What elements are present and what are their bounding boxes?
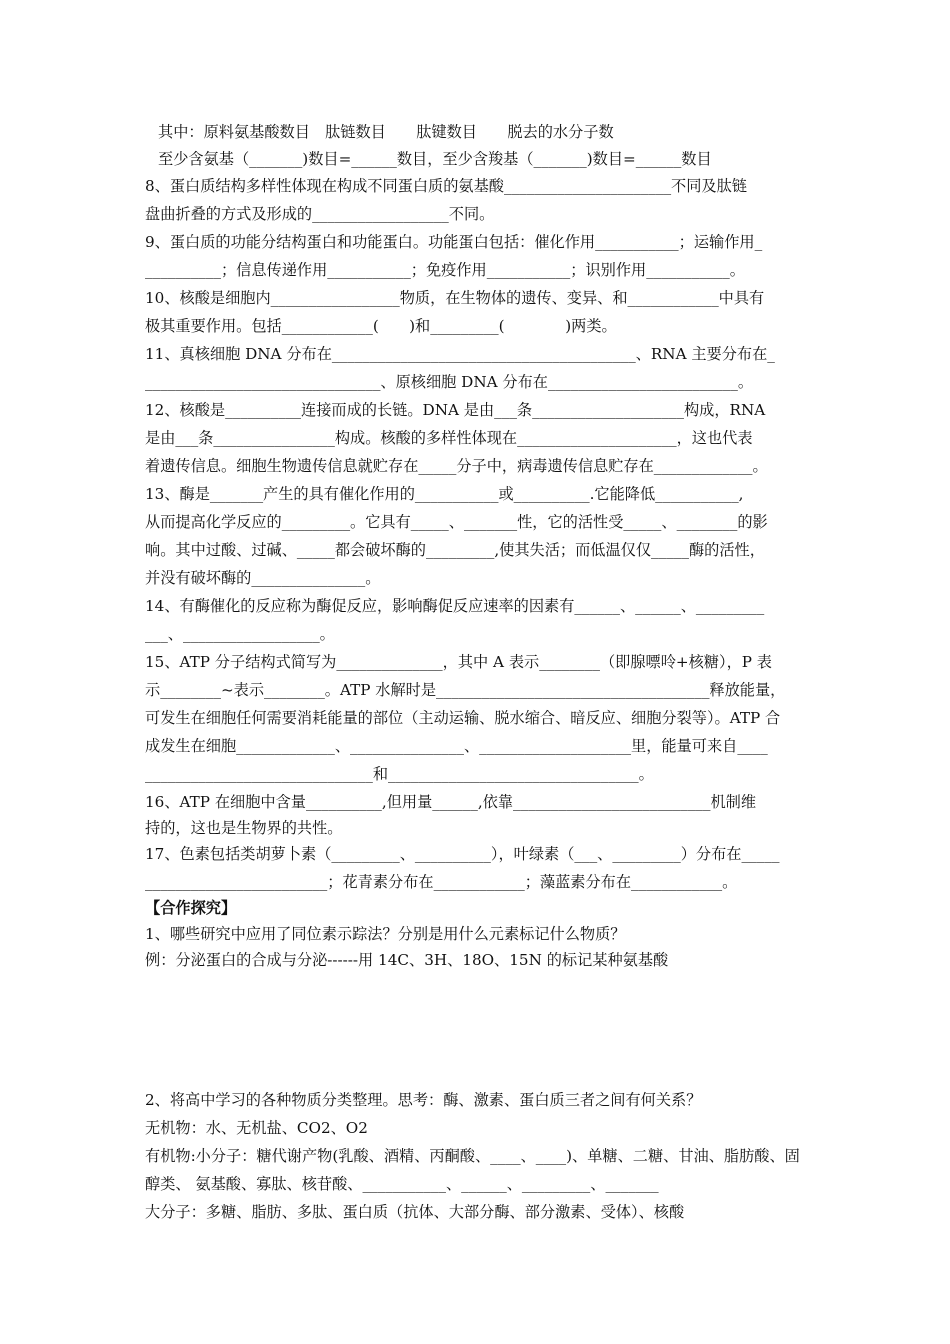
text-line: 无机物：水、无机盐、CO2、O2 (145, 1119, 368, 1137)
text-line: 8、蛋白质结构多样性体现在构成不同蛋白质的氨基酸______________________不同及肽链 (145, 177, 747, 195)
text-line: 醇类、 氨基酸、寡肽、核苷酸、___________、______、_________、_______ (145, 1175, 659, 1193)
text-line: 着遗传信息。细胞生物遗传信息就贮存在_____分子中，病毒遗传信息贮存在_____________。 (145, 457, 768, 475)
text-line: 可发生在细胞任何需要消耗能量的部位（主动运输、脱水缩合、暗反应、细胞分裂等）。ATP 合 (145, 709, 781, 727)
text-line: 14、有酶催化的反应称为酶促反应，影响酶促反应速率的因素有______、______、_________ (145, 597, 765, 615)
text-line: 2、将高中学习的各种物质分类整理。思考：酶、激素、蛋白质三者之间有何关系？ (145, 1091, 702, 1109)
text-line: 盘曲折叠的方式及形成的__________________不同。 (145, 205, 495, 223)
text-line: 成发生在细胞_____________、_______________、____________________里，能量可来自____ (145, 737, 768, 755)
text-line: __________；信息传递作用___________；免疫作用___________；识别作用___________。 (145, 261, 745, 279)
text-line: 13、酶是_______产生的具有催化作用的___________或__________.它能降低___________, (145, 485, 744, 503)
text-line: 其中：原料氨基酸数目 肽链数目 肽键数目 脱去的水分子数 (158, 123, 614, 141)
text-line: 从而提高化学反应的_________。它具有_____、_______性，它的活性受_____、________的影 (145, 513, 768, 531)
text-line: 响。其中过酸、过碱、_____都会破坏酶的_________,使其失活；而低温仅仅_____酶的活性， (145, 541, 765, 559)
text-line: 17、色素包括类胡萝卜素（_________、__________），叶绿素（___、_________）分布在_____ (145, 845, 780, 863)
text-line: 极其重要作用。包括____________( )和_________( )两类。 (145, 317, 617, 335)
text-line: ______________________________和_________________________________。 (145, 765, 654, 783)
text-line: 1、哪些研究中应用了同位素示踪法？分别是用什么元素标记什么物质？ (145, 925, 626, 943)
section-heading: 【合作探究】 (145, 899, 237, 917)
text-line: 例：分泌蛋白的合成与分泌------用 14C、3H、18O、15N 的标记某种氨基酸 (145, 951, 669, 969)
text-line: _______________________________、原核细胞 DNA 分布在_________________________。 (145, 373, 754, 391)
text-line: 是由___条________________构成。核酸的多样性体现在_____________________，这也代表 (145, 429, 753, 447)
text-line: 15、ATP 分子结构式简写为______________，其中 A 表示________（即腺嘌呤+核糖），P 表 (145, 653, 772, 671)
text-line: 10、核酸是细胞内_________________物质，在生物体的遗传、变异、和____________中具有 (145, 289, 765, 307)
text-line: 12、核酸是__________连接而成的长链。DNA 是由___条____________________构成，RNA (145, 401, 766, 419)
text-line: 16、ATP 在细胞中含量__________,但用量______,依靠__________________________机制维 (145, 793, 757, 811)
text-line: 持的，这也是生物界的共性。 (145, 819, 343, 837)
text-line: ___、__________________。 (145, 625, 335, 643)
text-line: 示________~表示________。ATP 水解时是____________________________________释放能量， (145, 681, 786, 699)
text-line: 至少含氨基（_______)数目=______数目，至少含羧基（_______)数目=______数目 (158, 150, 712, 168)
text-line: 有机物:小分子：糖代谢产物(乳酸、酒精、丙酮酸、____、____)、单糖、二糖、甘油、脂肪酸、固 (145, 1147, 800, 1165)
text-line: 并没有破坏酶的_______________。 (145, 569, 381, 587)
text-line: 大分子：多糖、脂肪、多肽、蛋白质（抗体、大部分酶、部分激素、受体）、核酸 (145, 1203, 685, 1221)
text-line: 9、蛋白质的功能分结构蛋白和功能蛋白。功能蛋白包括：催化作用___________；运输作用_ (145, 233, 763, 251)
text-line: ________________________；花青素分布在____________；藻蓝素分布在____________。 (145, 873, 738, 891)
text-line: 11、真核细胞 DNA 分布在________________________________________、RNA 主要分布在_ (145, 345, 775, 363)
